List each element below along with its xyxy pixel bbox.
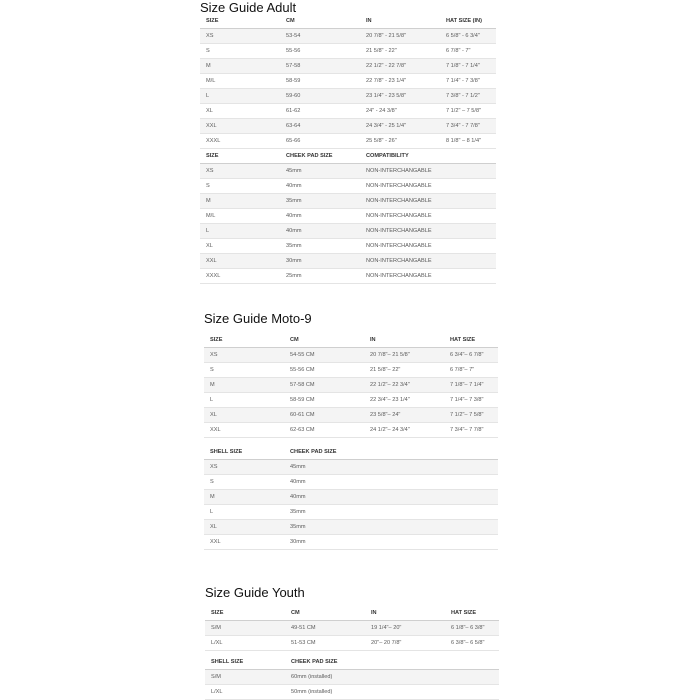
column-header <box>364 445 444 460</box>
table-cell <box>440 269 496 284</box>
table-cell: 7 3/4" - 7 7/8" <box>440 119 496 134</box>
table-cell: 45mm <box>284 460 364 475</box>
table-cell: 7 1/2"– 7 5/8" <box>444 408 498 423</box>
table-cell: 45mm <box>280 164 360 179</box>
table-cell: 8 1/8" – 8 1/4" <box>440 134 496 149</box>
table-cell <box>364 475 444 490</box>
table-cell: 22 1/2"– 22 3/4" <box>364 378 444 393</box>
table-cell: 7 1/4" - 7 3/8" <box>440 74 496 89</box>
table-cell <box>365 670 445 685</box>
table-row <box>200 179 496 194</box>
table-cell <box>364 505 444 520</box>
table-cell: M <box>200 59 280 74</box>
table-cell: 40mm <box>284 490 364 505</box>
table-cell <box>445 685 499 700</box>
column-header: SHELL SIZE <box>204 445 284 460</box>
table-cell: 20 7/8"– 21 5/8" <box>364 348 444 363</box>
table-cell: 21 5/8"– 22" <box>364 363 444 378</box>
table-cell <box>440 224 496 239</box>
table-cell: 24 1/2"– 24 3/4" <box>364 423 444 438</box>
column-header: IN <box>365 606 445 621</box>
adult-cheek-pad-table <box>200 149 496 284</box>
table-row <box>200 89 496 104</box>
table-row <box>200 44 496 59</box>
table-cell: 7 3/4"– 7 7/8" <box>444 423 498 438</box>
table-cell: S <box>200 44 280 59</box>
table-cell: M/L <box>200 74 280 89</box>
table-cell: 40mm <box>284 475 364 490</box>
table-cell: 22 1/2" - 22 7/8" <box>360 59 440 74</box>
column-header: HAT SIZE (IN) <box>440 14 496 29</box>
table-cell: 40mm <box>280 224 360 239</box>
table-cell <box>445 670 499 685</box>
table-cell <box>364 490 444 505</box>
table-cell: 55-56 <box>280 44 360 59</box>
column-header: IN <box>364 333 444 348</box>
table-cell: NON-INTERCHANGABLE <box>360 224 440 239</box>
table-row <box>200 239 496 254</box>
table-cell <box>444 535 498 550</box>
table-row <box>204 423 498 438</box>
table-row <box>204 505 498 520</box>
table-cell: XXL <box>200 254 280 269</box>
table-cell: S/M <box>205 621 285 636</box>
table-cell: XS <box>200 164 280 179</box>
table-row <box>200 104 496 119</box>
table-cell: 35mm <box>284 520 364 535</box>
table-cell: XS <box>204 348 284 363</box>
header-row <box>204 445 498 460</box>
table-cell <box>444 490 498 505</box>
table-cell: 6 3/4"– 6 7/8" <box>444 348 498 363</box>
table-cell: 24 3/4" - 25 1/4" <box>360 119 440 134</box>
table-row <box>204 363 498 378</box>
table-cell: 49-51 CM <box>285 621 365 636</box>
adult-size-table <box>200 14 496 149</box>
column-header: COMPATIBILITY <box>360 149 440 164</box>
table-cell: 59-60 <box>280 89 360 104</box>
table-cell: 63-64 <box>280 119 360 134</box>
table-cell: 7 1/2" – 7 5/8" <box>440 104 496 119</box>
table-cell: 7 3/8" - 7 1/2" <box>440 89 496 104</box>
adult-section-title: Size Guide Adult <box>200 0 297 15</box>
table-cell: XXL <box>204 535 284 550</box>
column-header <box>444 445 498 460</box>
table-cell: M <box>200 194 280 209</box>
table-cell <box>440 179 496 194</box>
table-cell: 6 7/8"– 7" <box>444 363 498 378</box>
table-row <box>200 134 496 149</box>
table-cell: XS <box>204 460 284 475</box>
table-cell: XXXL <box>200 269 280 284</box>
column-header: CHEEK PAD SIZE <box>285 655 365 670</box>
table-cell: L <box>200 224 280 239</box>
column-header: SIZE <box>200 14 280 29</box>
table-row <box>205 636 499 651</box>
table-cell: NON-INTERCHANGABLE <box>360 254 440 269</box>
table-cell: 58-59 CM <box>284 393 364 408</box>
header-row <box>200 149 496 164</box>
youth-section-title: Size Guide Youth <box>205 585 305 600</box>
table-cell <box>364 535 444 550</box>
table-cell: NON-INTERCHANGABLE <box>360 239 440 254</box>
table-row <box>204 460 498 475</box>
column-header: SIZE <box>204 333 284 348</box>
table-cell: L/XL <box>205 685 285 700</box>
table-cell: 7 1/8"– 7 1/4" <box>444 378 498 393</box>
table-cell: 51-53 CM <box>285 636 365 651</box>
table-cell: NON-INTERCHANGABLE <box>360 164 440 179</box>
table-row <box>204 535 498 550</box>
column-header: CM <box>280 14 360 29</box>
table-cell: XS <box>200 29 280 44</box>
table-cell: M/L <box>200 209 280 224</box>
table-cell <box>440 164 496 179</box>
table-cell: M <box>204 490 284 505</box>
table-cell: 22 3/4"– 23 1/4" <box>364 393 444 408</box>
table-row <box>205 670 499 685</box>
table-cell: 21 5/8" - 22" <box>360 44 440 59</box>
table-cell: 7 1/8" - 7 1/4" <box>440 59 496 74</box>
table-cell: L <box>204 393 284 408</box>
table-row <box>200 164 496 179</box>
table-cell: XXL <box>200 119 280 134</box>
column-header: SIZE <box>205 606 285 621</box>
table-row <box>200 194 496 209</box>
table-row <box>204 490 498 505</box>
table-row <box>200 254 496 269</box>
table-cell: NON-INTERCHANGABLE <box>360 209 440 224</box>
table-cell: 19 1/4"– 20" <box>365 621 445 636</box>
table-cell: 57-58 CM <box>284 378 364 393</box>
table-row <box>200 209 496 224</box>
table-cell: 50mm (installed) <box>285 685 365 700</box>
table-cell: S/M <box>205 670 285 685</box>
table-cell: NON-INTERCHANGABLE <box>360 179 440 194</box>
column-header: SIZE <box>200 149 280 164</box>
table-cell <box>440 254 496 269</box>
column-header: CHEEK PAD SIZE <box>280 149 360 164</box>
table-row <box>205 621 499 636</box>
table-row <box>204 378 498 393</box>
table-cell: XXXL <box>200 134 280 149</box>
table-cell: 35mm <box>280 239 360 254</box>
table-cell: 62-63 CM <box>284 423 364 438</box>
table-cell: 20 7/8" - 21 5/8" <box>360 29 440 44</box>
table-cell: L <box>200 89 280 104</box>
header-row <box>205 655 499 670</box>
table-cell: 23 1/4" - 23 5/8" <box>360 89 440 104</box>
table-cell <box>444 505 498 520</box>
table-cell: 24" - 24 3/8" <box>360 104 440 119</box>
moto9-section-title: Size Guide Moto-9 <box>204 311 312 326</box>
table-cell: NON-INTERCHANGABLE <box>360 269 440 284</box>
column-header: CM <box>284 333 364 348</box>
table-cell: 23 5/8"– 24" <box>364 408 444 423</box>
table-cell <box>444 460 498 475</box>
header-row <box>205 606 499 621</box>
column-header <box>440 149 496 164</box>
table-row <box>204 348 498 363</box>
table-cell: 30mm <box>284 535 364 550</box>
table-cell: XL <box>204 520 284 535</box>
column-header: CHEEK PAD SIZE <box>284 445 364 460</box>
table-cell <box>440 209 496 224</box>
table-row <box>200 224 496 239</box>
table-cell: 6 3/8"– 6 5/8" <box>445 636 499 651</box>
table-cell: XL <box>204 408 284 423</box>
table-cell: L <box>204 505 284 520</box>
table-row <box>204 408 498 423</box>
table-row <box>200 59 496 74</box>
header-row <box>200 14 496 29</box>
table-cell: 65-66 <box>280 134 360 149</box>
table-cell <box>440 194 496 209</box>
column-header <box>445 655 499 670</box>
table-row <box>200 269 496 284</box>
table-cell: 53-54 <box>280 29 360 44</box>
youth-cheek-pad-table <box>205 655 499 700</box>
table-row <box>204 520 498 535</box>
table-cell: 55-56 CM <box>284 363 364 378</box>
table-cell <box>444 475 498 490</box>
table-cell: NON-INTERCHANGABLE <box>360 194 440 209</box>
table-row <box>205 685 499 700</box>
column-header: IN <box>360 14 440 29</box>
table-cell: 58-59 <box>280 74 360 89</box>
table-row <box>204 393 498 408</box>
table-cell: 25 5/8" - 26" <box>360 134 440 149</box>
table-cell: 25mm <box>280 269 360 284</box>
table-cell: 60mm (installed) <box>285 670 365 685</box>
column-header <box>365 655 445 670</box>
table-cell: S <box>204 363 284 378</box>
moto9-cheek-pad-table <box>204 445 498 550</box>
table-cell: 6 7/8" - 7" <box>440 44 496 59</box>
table-cell: 35mm <box>284 505 364 520</box>
table-cell: 30mm <box>280 254 360 269</box>
table-cell <box>365 685 445 700</box>
table-cell: S <box>200 179 280 194</box>
table-cell: 22 7/8" - 23 1/4" <box>360 74 440 89</box>
column-header: SHELL SIZE <box>205 655 285 670</box>
table-cell: 60-61 CM <box>284 408 364 423</box>
table-cell: S <box>204 475 284 490</box>
table-cell <box>444 520 498 535</box>
column-header: HAT SIZE <box>445 606 499 621</box>
table-row <box>204 475 498 490</box>
table-cell <box>440 239 496 254</box>
table-cell: 6 5/8" - 6 3/4" <box>440 29 496 44</box>
table-cell: L/XL <box>205 636 285 651</box>
column-header: CM <box>285 606 365 621</box>
table-cell: XL <box>200 239 280 254</box>
header-row <box>204 333 498 348</box>
table-cell: 61-62 <box>280 104 360 119</box>
table-cell: 40mm <box>280 209 360 224</box>
table-row <box>200 74 496 89</box>
column-header: HAT SIZE <box>444 333 498 348</box>
table-cell: 7 1/4"– 7 3/8" <box>444 393 498 408</box>
table-cell: 57-58 <box>280 59 360 74</box>
table-row <box>200 29 496 44</box>
table-cell: 35mm <box>280 194 360 209</box>
table-cell: 6 1/8"– 6 3/8" <box>445 621 499 636</box>
moto9-size-table <box>204 333 498 438</box>
table-cell: 20"– 20 7/8" <box>365 636 445 651</box>
table-cell: XXL <box>204 423 284 438</box>
table-row <box>200 119 496 134</box>
table-cell <box>364 460 444 475</box>
table-cell: M <box>204 378 284 393</box>
table-cell <box>364 520 444 535</box>
table-cell: 54-55 CM <box>284 348 364 363</box>
table-cell: 40mm <box>280 179 360 194</box>
youth-size-table <box>205 606 499 651</box>
table-cell: XL <box>200 104 280 119</box>
